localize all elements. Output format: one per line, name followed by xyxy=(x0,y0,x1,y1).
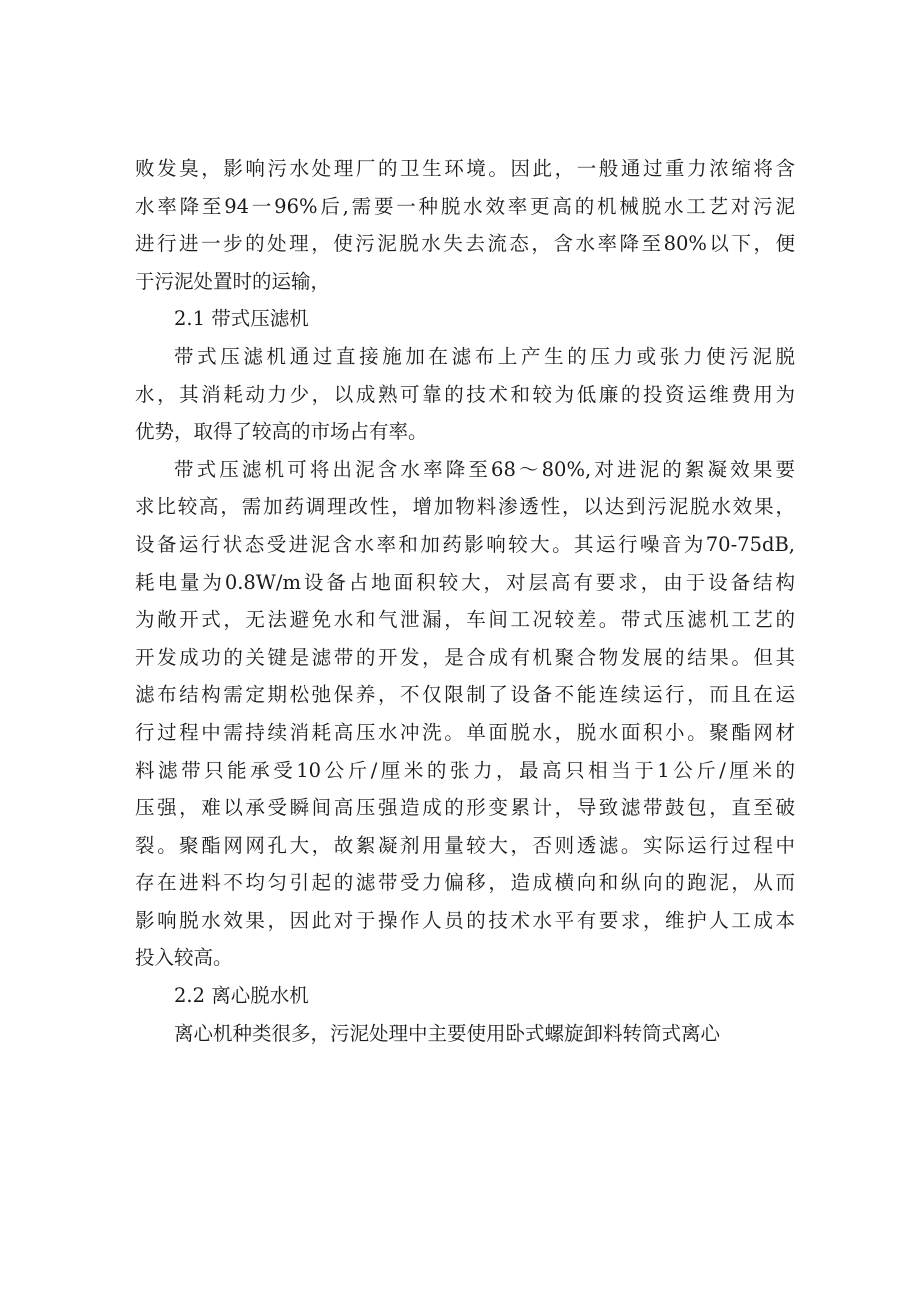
text-line: 裂。聚酯网网孔大，故絮凝剂用量较大，否则透滤。实际运行过程中 xyxy=(135,833,795,857)
text-line: 带式压滤机可将出泥含水率降至68〜80%,对进泥的絮凝效果要 xyxy=(174,457,795,481)
text-line: 开发成功的关键是滤带的开发，是合成有机聚合物发展的结果。但其 xyxy=(135,645,795,669)
text-line: 行过程中需持续消耗高压水冲洗。单面脱水，脱水面积小。聚酯网材 xyxy=(135,720,795,744)
text-line: 于污泥处置时的运输， xyxy=(135,269,331,293)
text-line: 投入较高。 xyxy=(135,946,233,970)
text-line: 求比较高，需加药调理改性，增加物料渗透性，以达到污泥脱水效果， xyxy=(135,495,795,519)
text-line: 优势，取得了较高的市场占有率。 xyxy=(135,420,428,444)
text-line: 败发臭，影响污水处理厂的卫生环境。因此，一般通过重力浓缩将含 xyxy=(135,157,795,180)
text-line: 设备运行状态受进泥含水率和加药影响较大。其运行噪音为70-75dB, xyxy=(135,532,795,556)
document-body xyxy=(135,150,795,1052)
text-line: 存在进料不均匀引起的滤带受力偏移，造成横向和纵向的跑泥，从而 xyxy=(135,871,795,895)
text-line: 离心机种类很多，污泥处理中主要使用卧式螺旋卸料转筒式离心 xyxy=(174,1021,721,1045)
text-line: 带式压滤机通过直接施加在滤布上产生的压力或张力使污泥脱 xyxy=(174,344,795,368)
text-line: 料滤带只能承受10公斤/厘米的张力，最高只相当于1公斤/厘米的 xyxy=(135,758,795,782)
section-heading-2-1: 2.1 带式压滤机 xyxy=(174,307,309,331)
text-line: 水率降至94一96%后,需要一种脱水效率更高的机械脱水工艺对污泥 xyxy=(135,194,795,218)
section-heading-2-2: 2.2 离心脱水机 xyxy=(174,984,309,1008)
text-line: 压强，难以承受瞬间高压强造成的形变累计，导致滤带鼓包，直至破 xyxy=(135,796,795,820)
text-line: 进行进一步的处理，使污泥脱水失去流态，含水率降至80%以下，便 xyxy=(135,232,795,256)
text-line: 水，其消耗动力少，以成熟可靠的技术和较为低廉的投资运维费用为 xyxy=(135,382,795,406)
text-line: 影响脱水效果，因此对于操作人员的技术水平有要求，维护人工成本 xyxy=(135,908,795,932)
text-line: 为敞开式，无法避免水和气泄漏，车间工况较差。带式压滤机工艺的 xyxy=(135,608,795,632)
text-line: 滤布结构需定期松弛保养，不仅限制了设备不能连续运行，而且在运 xyxy=(135,683,795,707)
text-line: 耗电量为0.8W/m设备占地面积较大，对层高有要求，由于设备结构 xyxy=(135,570,795,594)
